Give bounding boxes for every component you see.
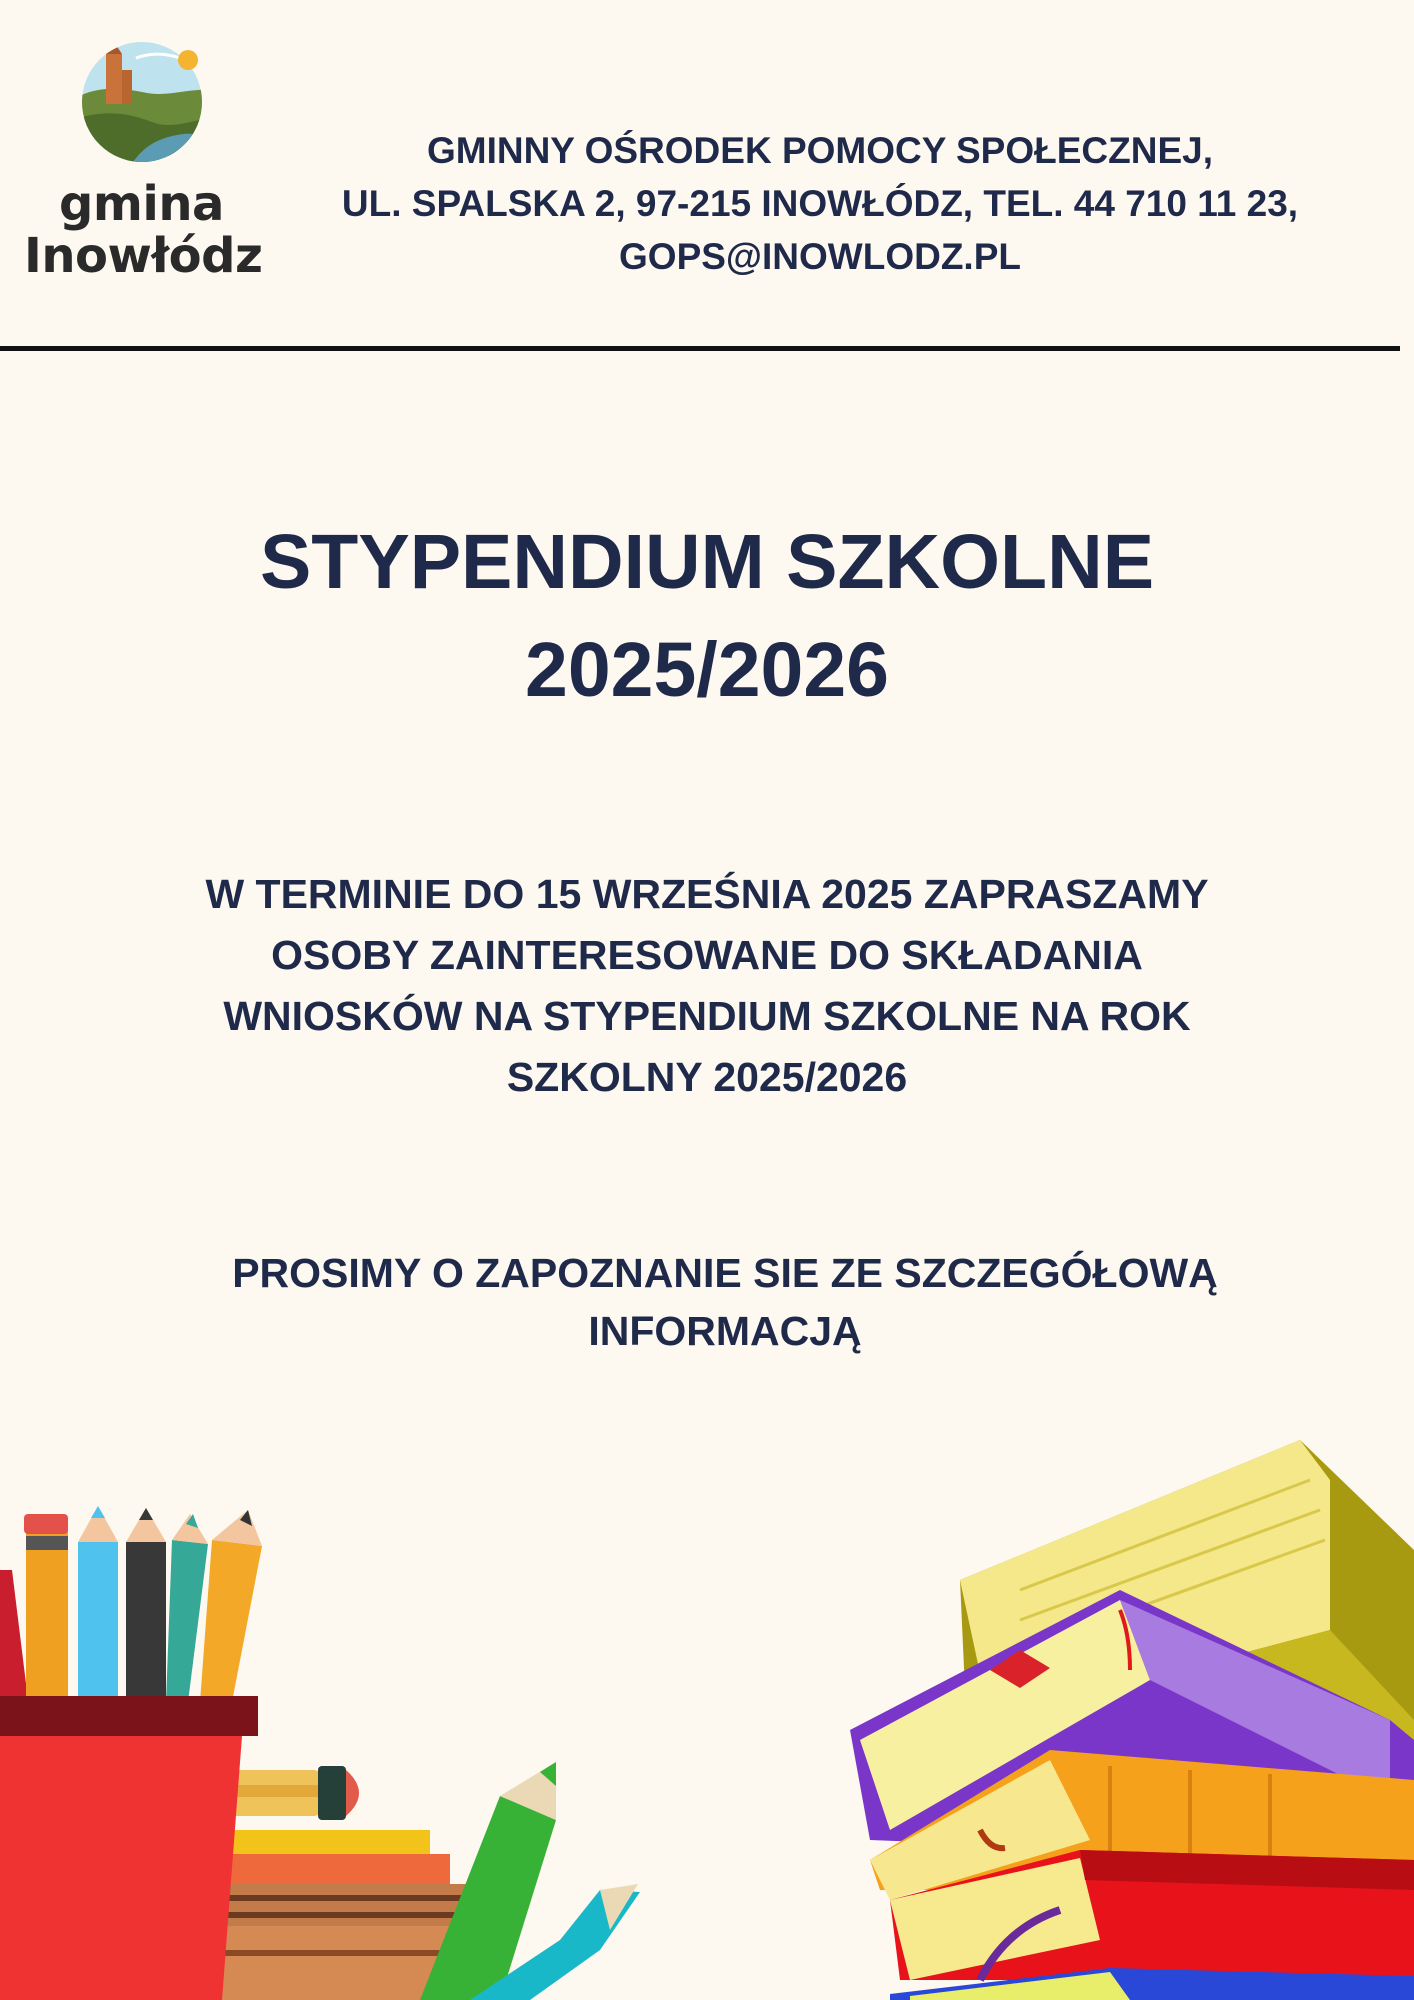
notice-line-3: WNIOSKÓW NA STYPENDIUM SZKOLNE NA ROK: [223, 993, 1191, 1039]
municipality-logo: [24, 40, 263, 290]
logo-wordmark: [24, 176, 263, 284]
office-name: GMINNY OŚRODEK POMOCY SPOŁECZNEJ,: [426, 130, 1214, 171]
page-title: [0, 508, 1414, 724]
landscape-emblem-icon: [72, 40, 212, 164]
title-line-1: STYPENDIUM SZKOLNE: [259, 519, 1155, 605]
pencil-cup-and-crayons-icon: [0, 1490, 660, 2000]
notice-line-2: OSOBY ZAINTERESOWANE DO SKŁADANIA: [271, 932, 1143, 978]
notice-line-4: SZKOLNY 2025/2026: [506, 1054, 908, 1100]
office-address-phone: UL. SPALSKA 2, 97-215 INOWŁÓDZ, TEL. 44 710 11 23,: [341, 183, 1299, 224]
title-line-2: 2025/2026: [525, 627, 889, 713]
request-line-2: INFORMACJĄ: [588, 1308, 862, 1354]
office-contact-header: [270, 124, 1370, 283]
request-line-1: PROSIMY O ZAPOZNANIE SIE ZE SZCZEGÓŁOWĄ: [232, 1250, 1218, 1296]
deadline-notice: [60, 864, 1354, 1108]
logo-line-gmina: gmina: [59, 176, 224, 232]
info-request: [60, 1244, 1390, 1360]
notice-line-1: W TERMINIE DO 15 WRZEŚNIA 2025 ZAPRASZAMY: [205, 871, 1209, 917]
header-divider: [0, 346, 1400, 351]
logo-line-inowlodz: Inowłódz: [24, 228, 263, 284]
book-stack-icon: [830, 1420, 1414, 2000]
office-email: GOPS@INOWLODZ.PL: [619, 236, 1021, 277]
